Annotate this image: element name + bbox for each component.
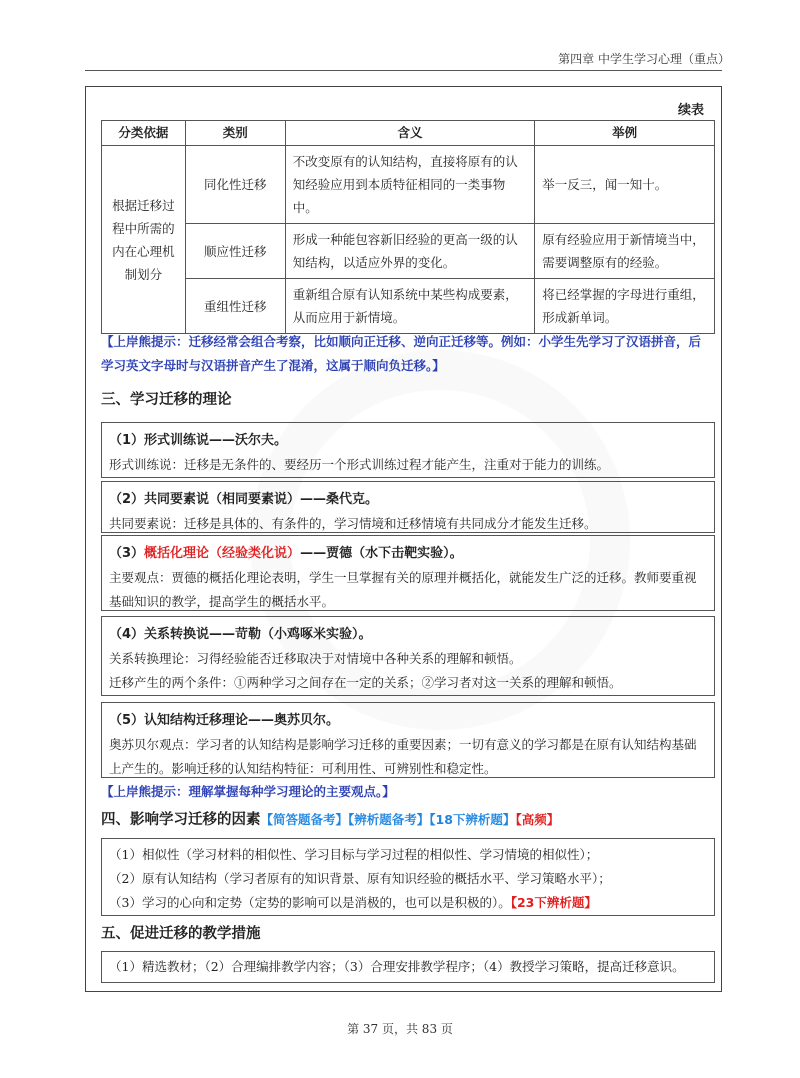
table-row — [102, 224, 715, 279]
theory-title: （1）形式训练说——沃尔夫。 — [109, 433, 288, 448]
exam-tag: 【18下辨析题】 — [429, 812, 516, 827]
theory-number: （3） — [109, 546, 145, 561]
example-cell: 原有经验应用于新情境当中，需要调整原有的经验。 — [535, 224, 715, 279]
section-heading: 三、学习迁移的理论 — [101, 392, 232, 408]
theory-box — [101, 616, 715, 696]
theory-title: （5）认知结构迁移理论——奥苏贝尔。 — [109, 713, 340, 728]
factor-item: （2）原有认知结构（学习者原有的知识背景、原有知识经验的概括水平、学习策略水平）； — [109, 871, 611, 886]
theory-author: ——贾德（水下击靶实验）。 — [300, 546, 463, 561]
theory-title — [109, 542, 707, 566]
classification-basis: 根据迁移过程中所需的内在心理机制划分 — [102, 146, 186, 334]
exam-tag: 【辨析题备考】 — [348, 812, 430, 827]
meaning-cell: 形成一种能包容新旧经验的更高一级的认知结构，以适应外界的变化。 — [285, 224, 535, 279]
category-cell: 同化性迁移 — [185, 146, 285, 224]
theory-text: 主要观点：贾德的概括化理论表明，学生一旦掌握有关的原理并概括化，就能发生广泛的迁移。教师要重视基础知识的教学，提高学生的概括水平。 — [109, 570, 697, 609]
theory-text: 迁移产生的两个条件：①两种学习之间存在一定的关系；②学习者对这一关系的理解和顿悟。 — [109, 675, 622, 690]
exam-tag: 【简答题备考】 — [260, 812, 349, 827]
category-cell: 重组性迁移 — [185, 279, 285, 334]
section-title: 四、影响学习迁移的因素 — [101, 812, 261, 828]
example-cell: 将已经掌握的字母进行重组，形成新单词。 — [535, 279, 715, 334]
column-header: 分类依据 — [102, 121, 186, 146]
category-cell: 顺应性迁移 — [185, 224, 285, 279]
measures-box — [101, 951, 715, 983]
theory-text: 奥苏贝尔观点：学习者的认知结构是影响学习迁移的重要因素；一切有意义的学习都是在原有认知结构基础上产生的。影响迁移的认知结构特征：可利用性、可辨别性和稳定性。 — [109, 737, 697, 776]
factor-item: （1）相似性（学习材料的相似性、学习目标与学习过程的相似性、学习情境的相似性）； — [109, 847, 599, 862]
header-divider — [85, 70, 722, 71]
measures-text: （1）精选教材；（2）合理编排教学内容；（3）合理安排教学程序；（4）教授学习策略，提高迁移意识。 — [109, 959, 685, 974]
frequency-tag: 【高频】 — [515, 812, 560, 827]
theory-box — [101, 481, 715, 533]
table-header-row — [102, 121, 715, 146]
section-heading — [101, 808, 559, 829]
factor-item — [109, 891, 707, 915]
tip-note: 【上岸熊提示：迁移经常会组合考察，比如顺向正迁移、逆向正迁移等。例如：小学生先学习了汉语拼音，后学习英文字母时与汉语拼音产生了混淆，这属于顺向负迁移。】 — [101, 334, 702, 373]
page-number: 第 37 页，共 83 页 — [347, 1022, 453, 1036]
factor-text: （3）学习的心向和定势（定势的影响可以是消极的，也可以是积极的）。 — [109, 895, 511, 910]
theory-box — [101, 535, 715, 611]
theory-box — [101, 422, 715, 478]
page-header: 第四章 中学生学习心理（重点） — [558, 52, 730, 66]
column-header: 含义 — [285, 121, 535, 146]
meaning-cell: 重新组合原有认知系统中某些构成要素，从而应用于新情境。 — [285, 279, 535, 334]
table-row — [102, 279, 715, 334]
section-heading: 五、促进迁移的教学措施 — [101, 926, 261, 942]
table-row — [102, 146, 715, 224]
theory-text: 关系转换理论：习得经验能否迁移取决于对情境中各种关系的理解和顿悟。 — [109, 651, 522, 666]
factors-box — [101, 838, 715, 916]
theory-name-highlight: 概括化理论（经验类化说） — [144, 546, 301, 561]
meaning-cell: 不改变原有的认知结构，直接将原有的认知经验应用到本质特征相同的一类事物中。 — [285, 146, 535, 224]
theory-text: 共同要素说：迁移是具体的、有条件的，学习情境和迁移情境有共同成分才能发生迁移。 — [109, 516, 597, 531]
column-header: 类别 — [185, 121, 285, 146]
theory-title: （2）共同要素说（相同要素说）——桑代克。 — [109, 492, 379, 507]
tip-note: 【上岸熊提示：理解掌握每种学习理论的主要观点。】 — [101, 784, 395, 799]
theory-box — [101, 702, 715, 778]
column-header: 举例 — [535, 121, 715, 146]
exam-tag: 【23下辨析题】 — [510, 895, 597, 910]
theory-title: （4）关系转换说——苛勒（小鸡啄米实验）。 — [109, 627, 372, 642]
transfer-classification-table — [101, 120, 715, 334]
continued-label: 续表 — [677, 103, 704, 118]
theory-text: 形式训练说：迁移是无条件的、要经历一个形式训练过程才能产生，注重对于能力的训练。 — [109, 457, 610, 472]
example-cell: 举一反三，闻一知十。 — [535, 146, 715, 224]
